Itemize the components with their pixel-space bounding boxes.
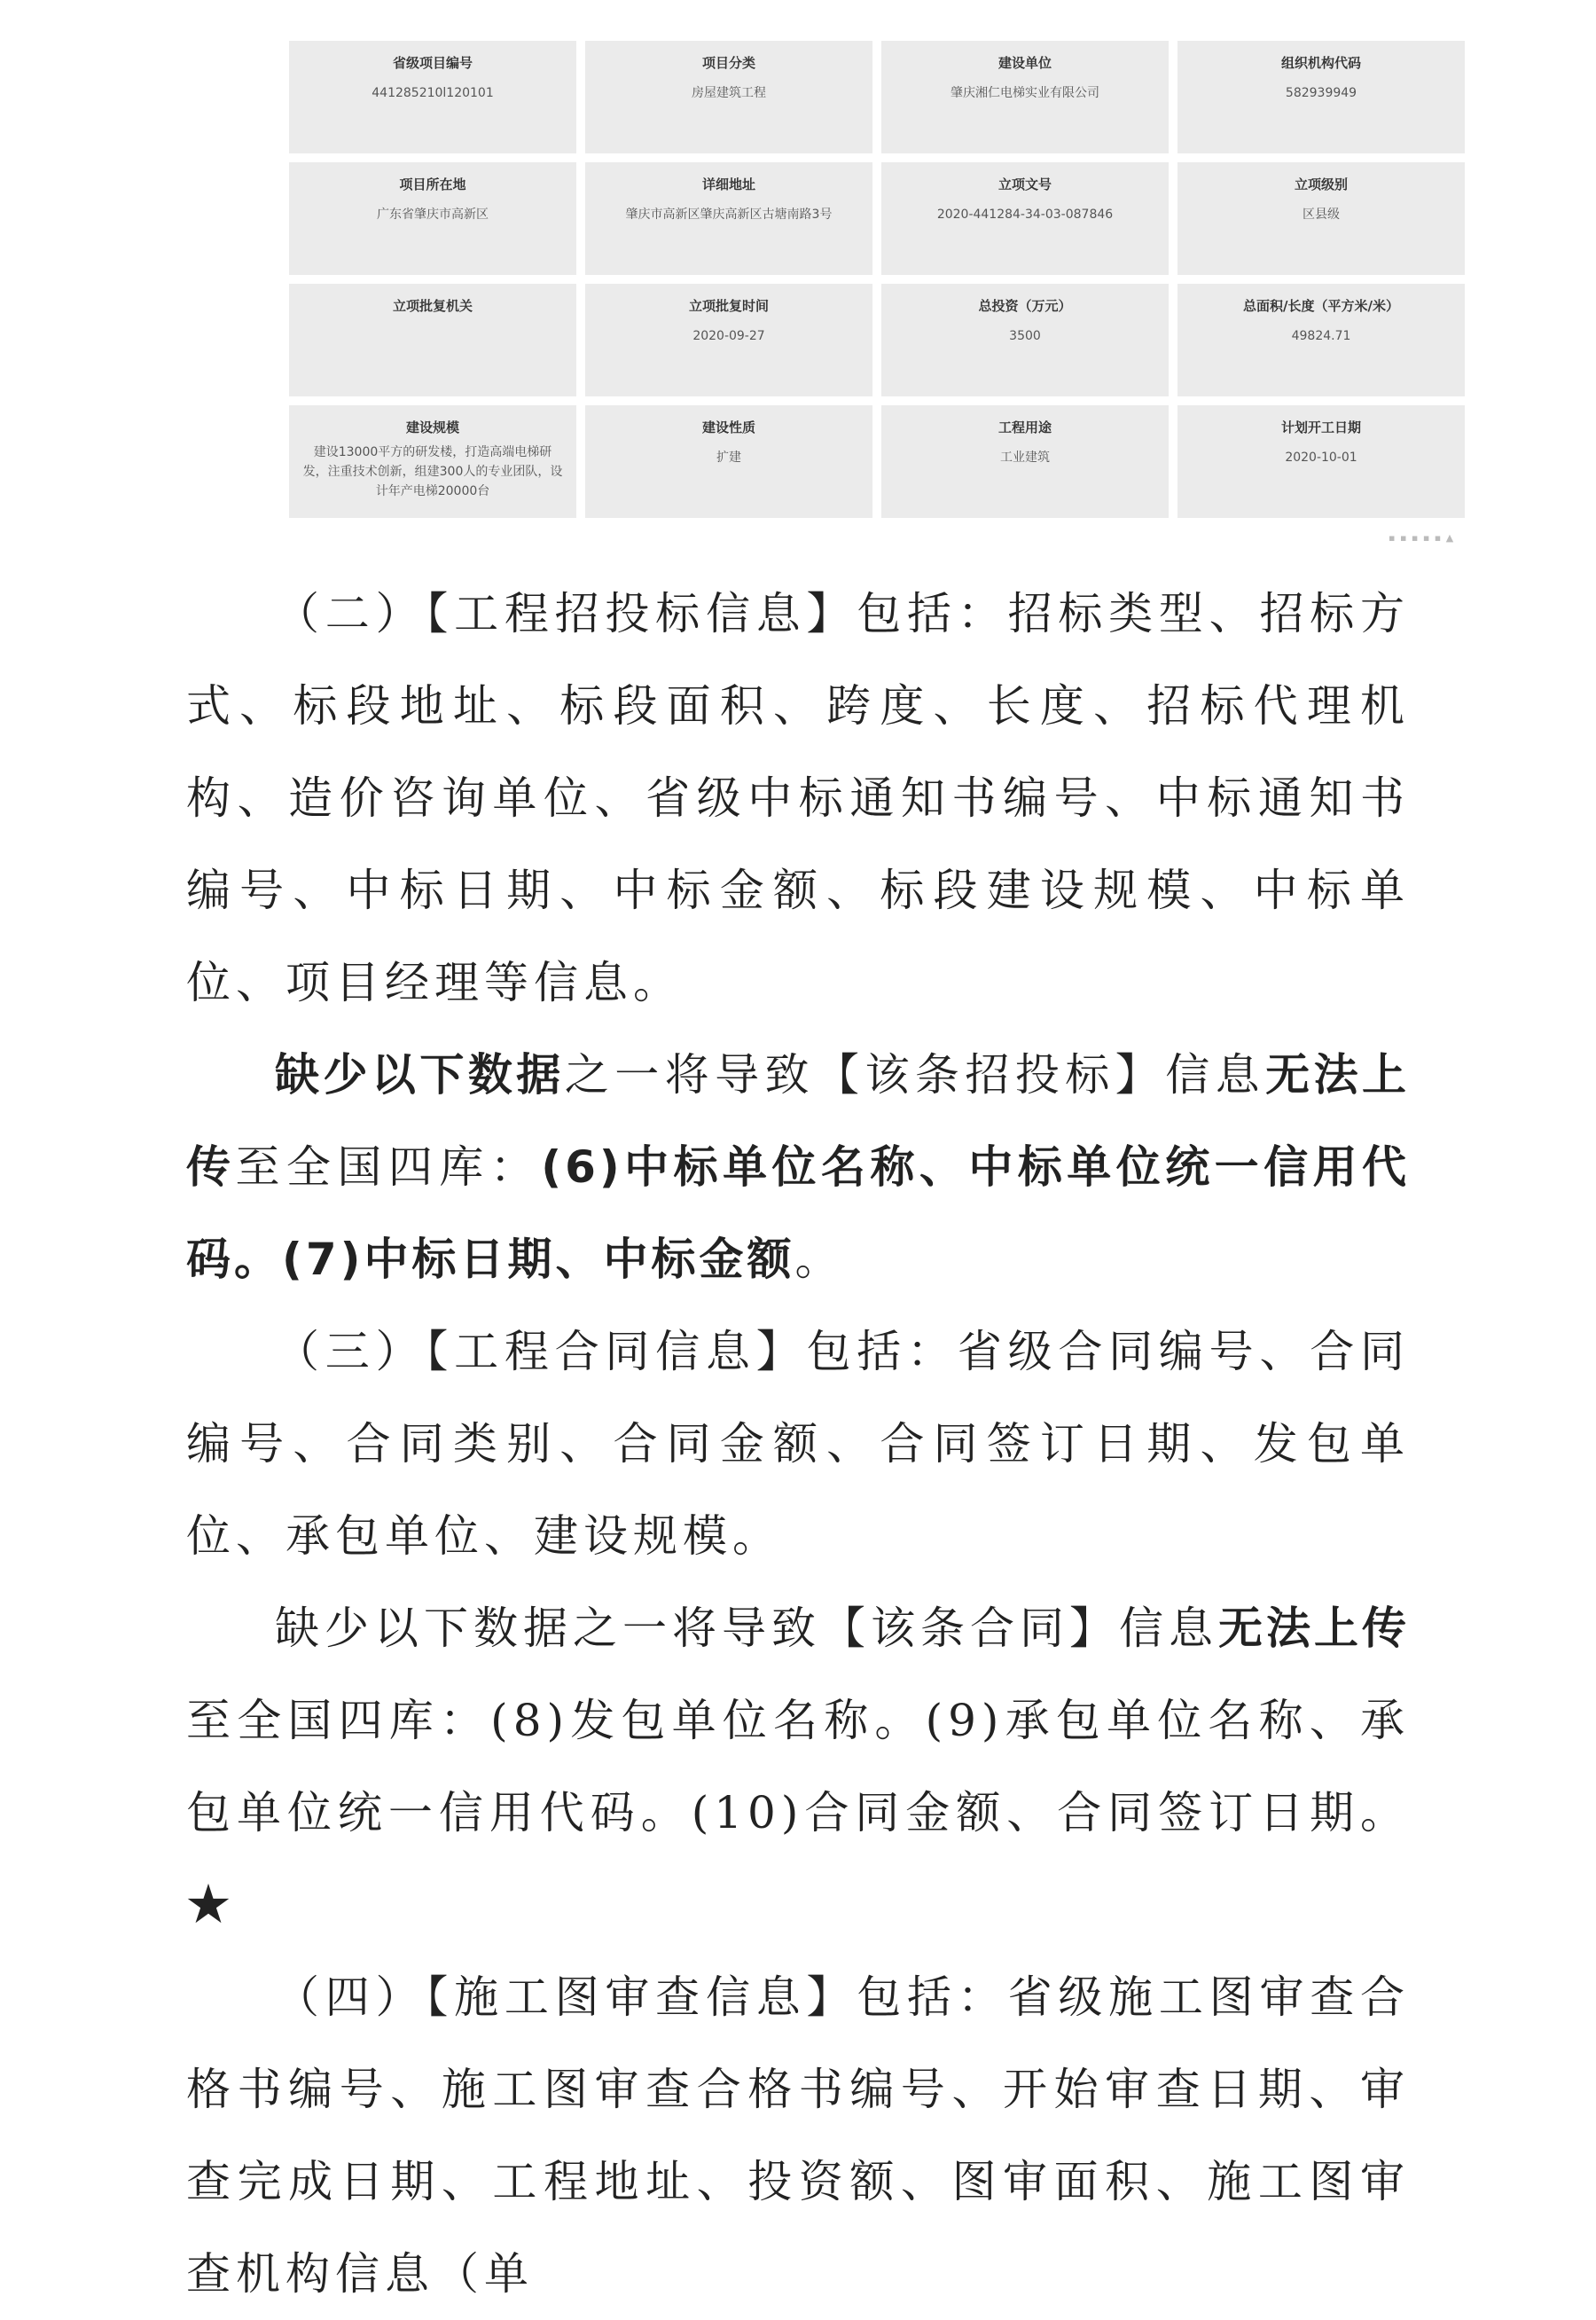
info-cell-total-investment [881,284,1169,396]
info-value: 582939949 [1285,86,1357,100]
info-label: 建设规模 [405,419,459,435]
bold-text: 无法上传 [186,1049,1411,1193]
info-value: 肇庆市高新区肇庆高新区古塘南路3号 [625,208,833,222]
plain-text: 缺少以下数据之一将导致【该条合同】信息 [275,1603,1218,1654]
info-label: 项目所在地 [399,176,466,192]
paragraph-bidding-requirements [186,1029,1410,1305]
plain-text: 至全国四库： [235,1141,542,1193]
plain-text: 至全国四库：(8)发包单位名称。(9)承包单位名称、承包单位统一信用代码。(10)合同金额、合同签订日期。★ [186,1695,1410,1931]
info-value: 3500 [1009,329,1041,343]
paragraph-contract-info: （三）【工程合同信息】包括：省级合同编号、合同编号、合同类别、合同金额、合同签订日期、发包单位、承包单位、建设规模。 [186,1326,1410,1562]
scroll-hint-mark: ▪ ▪ ▪ ▪ ▪ ▲ [1389,532,1455,544]
info-cell-construction-unit [881,41,1169,153]
info-value: 房屋建筑工程 [692,86,766,100]
paragraph-contract-requirements [186,1582,1410,1951]
info-cell-approval-doc-no [881,162,1169,275]
info-cell-project-location [289,162,576,275]
info-label: 建设性质 [701,419,755,435]
info-value: 区县级 [1303,208,1340,222]
info-label: 详细地址 [701,176,755,192]
info-cell-planned-start-date [1177,405,1465,518]
info-value: 441285210l120101 [372,86,494,100]
info-cell-construction-scale [289,405,576,518]
info-cell-project-category [585,41,872,153]
info-label: 总面积/长度（平方米/米） [1243,298,1399,314]
info-label: 项目分类 [701,55,755,71]
info-value: 肇庆湘仁电梯实业有限公司 [951,86,1099,100]
info-cell-approval-level [1177,162,1465,275]
plain-text: 。 [794,1234,845,1285]
info-cell-engineering-use [881,405,1169,518]
info-value: 2020-09-27 [692,329,765,343]
info-value: 2020-10-01 [1285,451,1357,465]
bold-text: 缺少以下数据 [275,1049,565,1101]
info-cell-provincial-project-no [289,41,576,153]
project-info-grid [289,41,1467,518]
info-label: 总投资（万元） [978,298,1072,314]
bold-text: 无法上传 [1218,1603,1410,1654]
info-cell-approval-date [585,284,872,396]
paragraph-drawing-review-info: （四）【施工图审查信息】包括：省级施工图审查合格书编号、施工图审查合格书编号、开始审查日期、审查完成日期、工程地址、投资额、图审面积、施工图审查机构信息（单 [186,1971,1410,2300]
info-value: 建设13000平方的研发楼，打造高端电梯研发，注重技术创新，组建300人的专业团队，设计年产电梯20000台 [302,445,563,498]
info-value: 2020-441284-34-03-087846 [936,208,1114,222]
info-cell-detailed-address [585,162,872,275]
paragraph-bidding-info: （二）【工程招投标信息】包括：招标类型、招标方式、标段地址、标段面积、跨度、长度、招标代理机构、造价咨询单位、省级中标通知书编号、中标通知书编号、中标日期、中标金额、标段建设规模、中标单位、项目经理等信息。 [186,588,1410,1008]
info-label: 立项文号 [998,176,1052,192]
info-label: 立项级别 [1294,176,1348,192]
info-label: 立项批复时间 [688,298,769,314]
info-cell-approval-authority [289,284,576,396]
info-label: 立项批复机关 [392,298,473,314]
info-value: 49824.71 [1291,329,1351,343]
info-label: 建设单位 [998,55,1052,71]
info-label: 省级项目编号 [392,55,473,71]
bold-text: (6)中标单位名称、中标单位统一信用代码。(7)中标日期、中标金额 [186,1141,1411,1285]
info-value: 工业建筑 [1000,451,1050,465]
info-label: 工程用途 [998,419,1052,435]
info-label: 组织机构代码 [1280,55,1361,71]
bold-text: 之一将导致【该条招投标】信息 [564,1049,1266,1101]
document-body [186,568,1410,2320]
info-value: 广东省肇庆市高新区 [377,208,489,222]
info-cell-total-area [1177,284,1465,396]
info-cell-construction-nature [585,405,872,518]
info-label: 计划开工日期 [1280,419,1361,435]
info-value: 扩建 [716,451,741,465]
info-cell-org-code [1177,41,1465,153]
